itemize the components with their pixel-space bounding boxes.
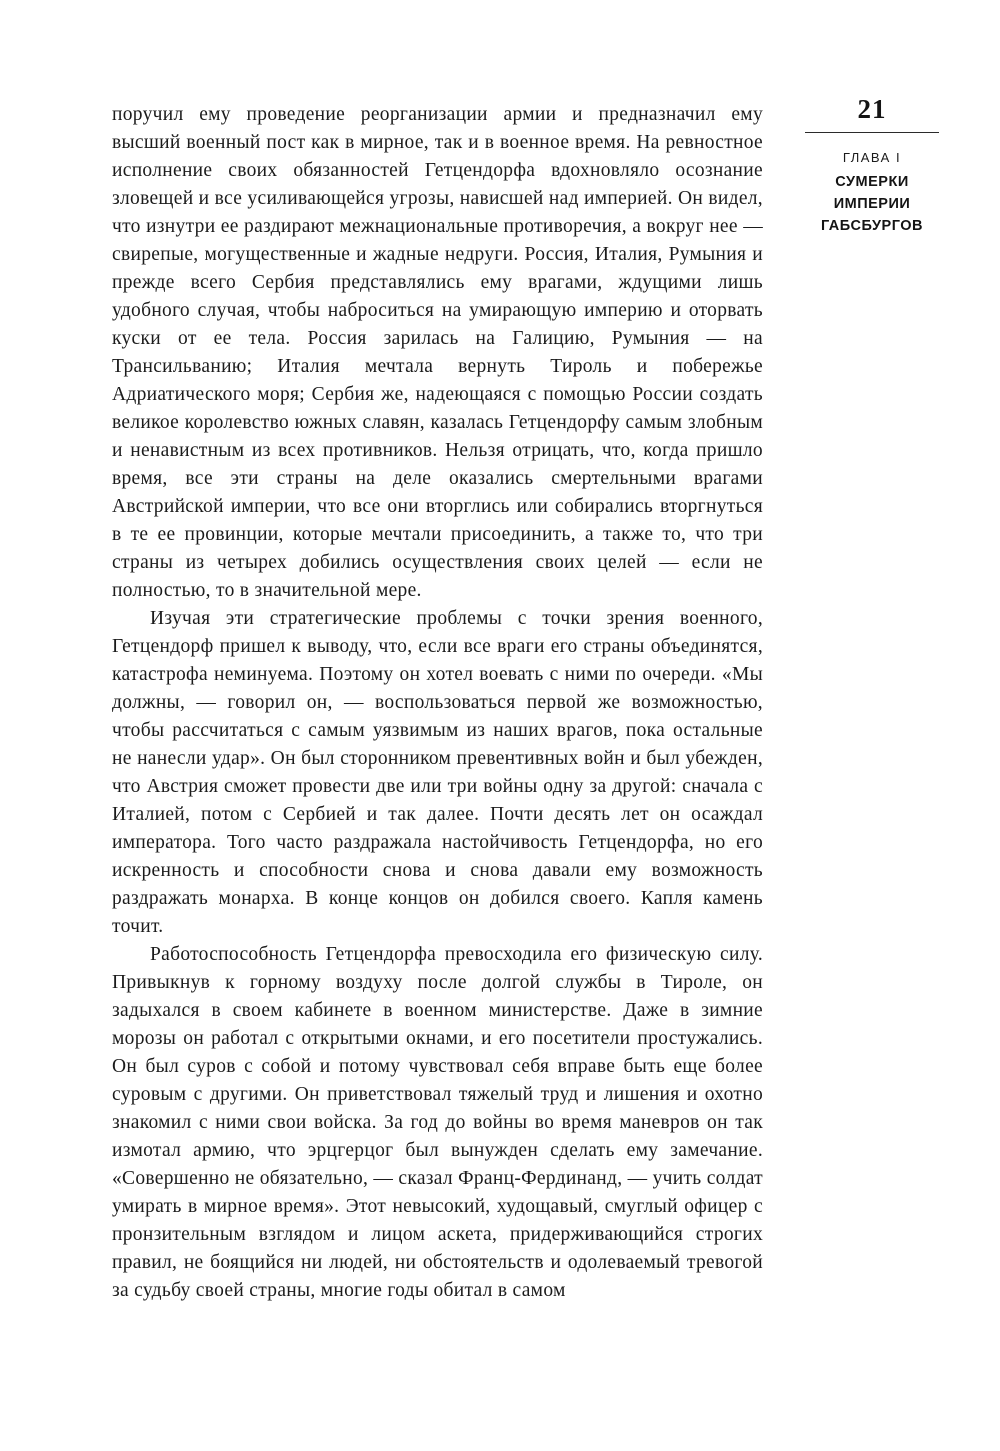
running-head — [805, 94, 939, 237]
paragraph-1: поручил ему проведение реорганизации армии и предназначил ему высший военный пост как в мирное, так и в военное время. На ревностное исполнение своих обязанностей Гетцендорфа вдохновляло осознание зловещей и все усиливающейся угрозы, нависшей над империей. Он видел, что изнутри ее раздирают межнациональные противоречия, а вокруг нее — свирепые, могущественные и жадные недруги. Россия, Италия, Румыния и прежде всего Сербия представлялись ему врагами, ждущими лишь удобного случая, чтобы наброситься на умирающую империю и оторвать куски от ее тела. Россия зарилась на Галицию, Румыния — на Трансильванию; Италия мечтала вернуть Тироль и побережье Адриатического моря; Сербия же, надеющаяся с помощью России создать великое королевство южных славян, казалась Гетцендорфу самым злобным и ненавистным из всех противников. Нельзя отрицать, что, когда пришло время, все эти страны на деле оказались смертельными врагами Австрийской империи, что все они вторглись или собирались вторгнуться в те ее провинции, которые мечтали присоединить, а также то, что три страны из четырех добились осуществления своих целей — если не полностью, то в значительной мере. — [112, 104, 763, 601]
paragraph-3: Работоспособность Гетцендорфа превосходила его физическую силу. Привыкнув к горному воздуху после долгой службы в Тироле, он задыхался в своем кабинете в военном министерстве. Даже в зимние морозы он работал с открытыми окнами, и его посетители простужались. Он был суров с собой и потому чувствовал себя вправе быть еще более суровым с другими. Он приветствовал тяжелый труд и лишения и охотно знакомил с ними свои войска. За год до войны во время маневров он так измотал армию, что эрцгерцог был вынужден сделать ему замечание. «Совершенно не обязательно, — сказал Франц-Фердинанд, — учить солдат умирать в мирное время». Этот невысокий, худощавый, смуглый офицер с пронзительным взглядом и лицом аскета, придерживающийся строгих правил, не боящийся ни людей, ни обстоятельств и одолеваемый тревогой за судьбу своей страны, многие годы обитал в самом — [112, 944, 763, 1301]
page-number: 21 — [857, 94, 887, 124]
header-divider — [805, 132, 939, 133]
chapter-title: СУМЕРКИ ИМПЕРИИ ГАБСБУРГОВ — [820, 174, 923, 234]
chapter-label: ГЛАВА I — [842, 150, 902, 165]
body-text-column — [112, 101, 763, 1305]
paragraph-2: Изучая эти стратегические проблемы с точки зрения военного, Гетцендорф пришел к выводу, что, если все враги его страны объединятся, катастрофа неминуема. Поэтому он хотел воевать с ними по очереди. «Мы должны, — говорил он, — воспользоваться первой же возможностью, чтобы рассчитаться с самым уязвимым из наших врагов, пока остальные не нанесли удар». Он был сторонником превентивных войн и был убежден, что Австрия сможет провести две или три войны одну за другой: сначала с Италией, потом с Сербией и так далее. Почти десять лет он осаждал императора. Того часто раздражала настойчивость Гетцендорфа, но его искренность и способности снова и снова давали ему возможность раздражать монарха. В конце концов он добился своего. Капля камень точит. — [112, 608, 763, 937]
